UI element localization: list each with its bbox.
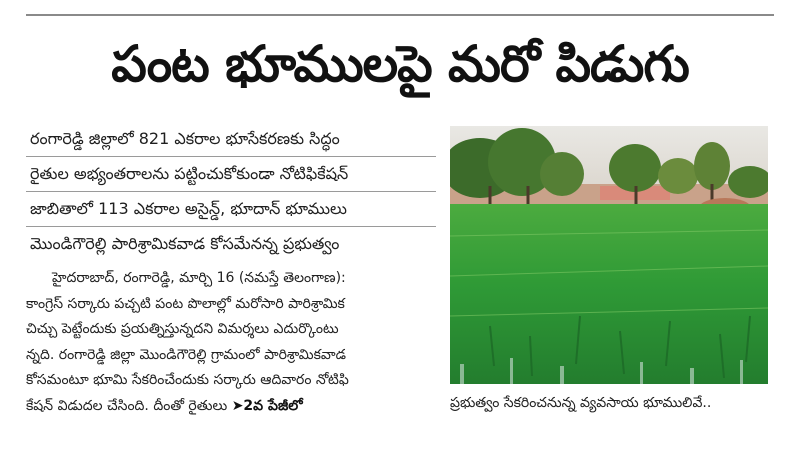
body-line: న్నది. రంగారెడ్డి జిల్లా మొండిగౌరెల్లి గ్రామంలో పారిశ్రామికవాడ <box>26 346 346 363</box>
field-photo-image <box>450 126 768 384</box>
field-photo <box>450 126 768 384</box>
top-rule <box>26 14 774 16</box>
photo-caption: ప్రభుత్వం సేకరించనున్న వ్యవసాయ భూములివే.. <box>450 395 712 411</box>
body-line: కోసమంటూ భూమి సేకరించేందుకు సర్కారు ఆదివారం నోటిఫి <box>26 372 349 388</box>
deck-line: రైతుల అభ్యంతరాలను పట్టించుకోకుండా నోటిఫికేషన్ <box>26 157 436 192</box>
deck <box>26 122 436 261</box>
deck-line: మొండిగౌరెల్లి పారిశ్రామికవాడ కోసమేనన్న ప్రభుత్వం <box>30 234 340 253</box>
body-line: కాంగ్రెస్‌ సర్కారు పచ్చటి పంట పొలాల్లో మరోసారి పారిశ్రామిక <box>26 295 345 312</box>
deck-line: జాబితాలో 113 ఎకరాల అసైన్డ్‌, భూదాన్‌ భూములు <box>26 192 436 227</box>
article-body <box>26 266 441 419</box>
body-line-text: కేషన్‌ విడుదల చేసింది. దీంతో రైతులు <box>26 397 228 414</box>
headline: పంట భూములపై మరో పిడుగు <box>111 35 689 93</box>
body-line: హైదరాబాద్‌, రంగారెడ్డి, మార్చి 16 (నమస్తే తెలంగాణ): <box>52 270 346 286</box>
deck-line: రంగారెడ్డి జిల్లాలో 821 ఎకరాల భూసేకరణకు సిద్ధం <box>26 122 436 157</box>
continued-link[interactable]: ➤2వ పేజీలో <box>231 397 303 414</box>
body-line-last <box>26 394 441 420</box>
body-line: చిచ్చు పెట్టేందుకు ప్రయత్నిస్తున్నదని విమర్శలు ఎదుర్కొంటు <box>26 321 339 337</box>
